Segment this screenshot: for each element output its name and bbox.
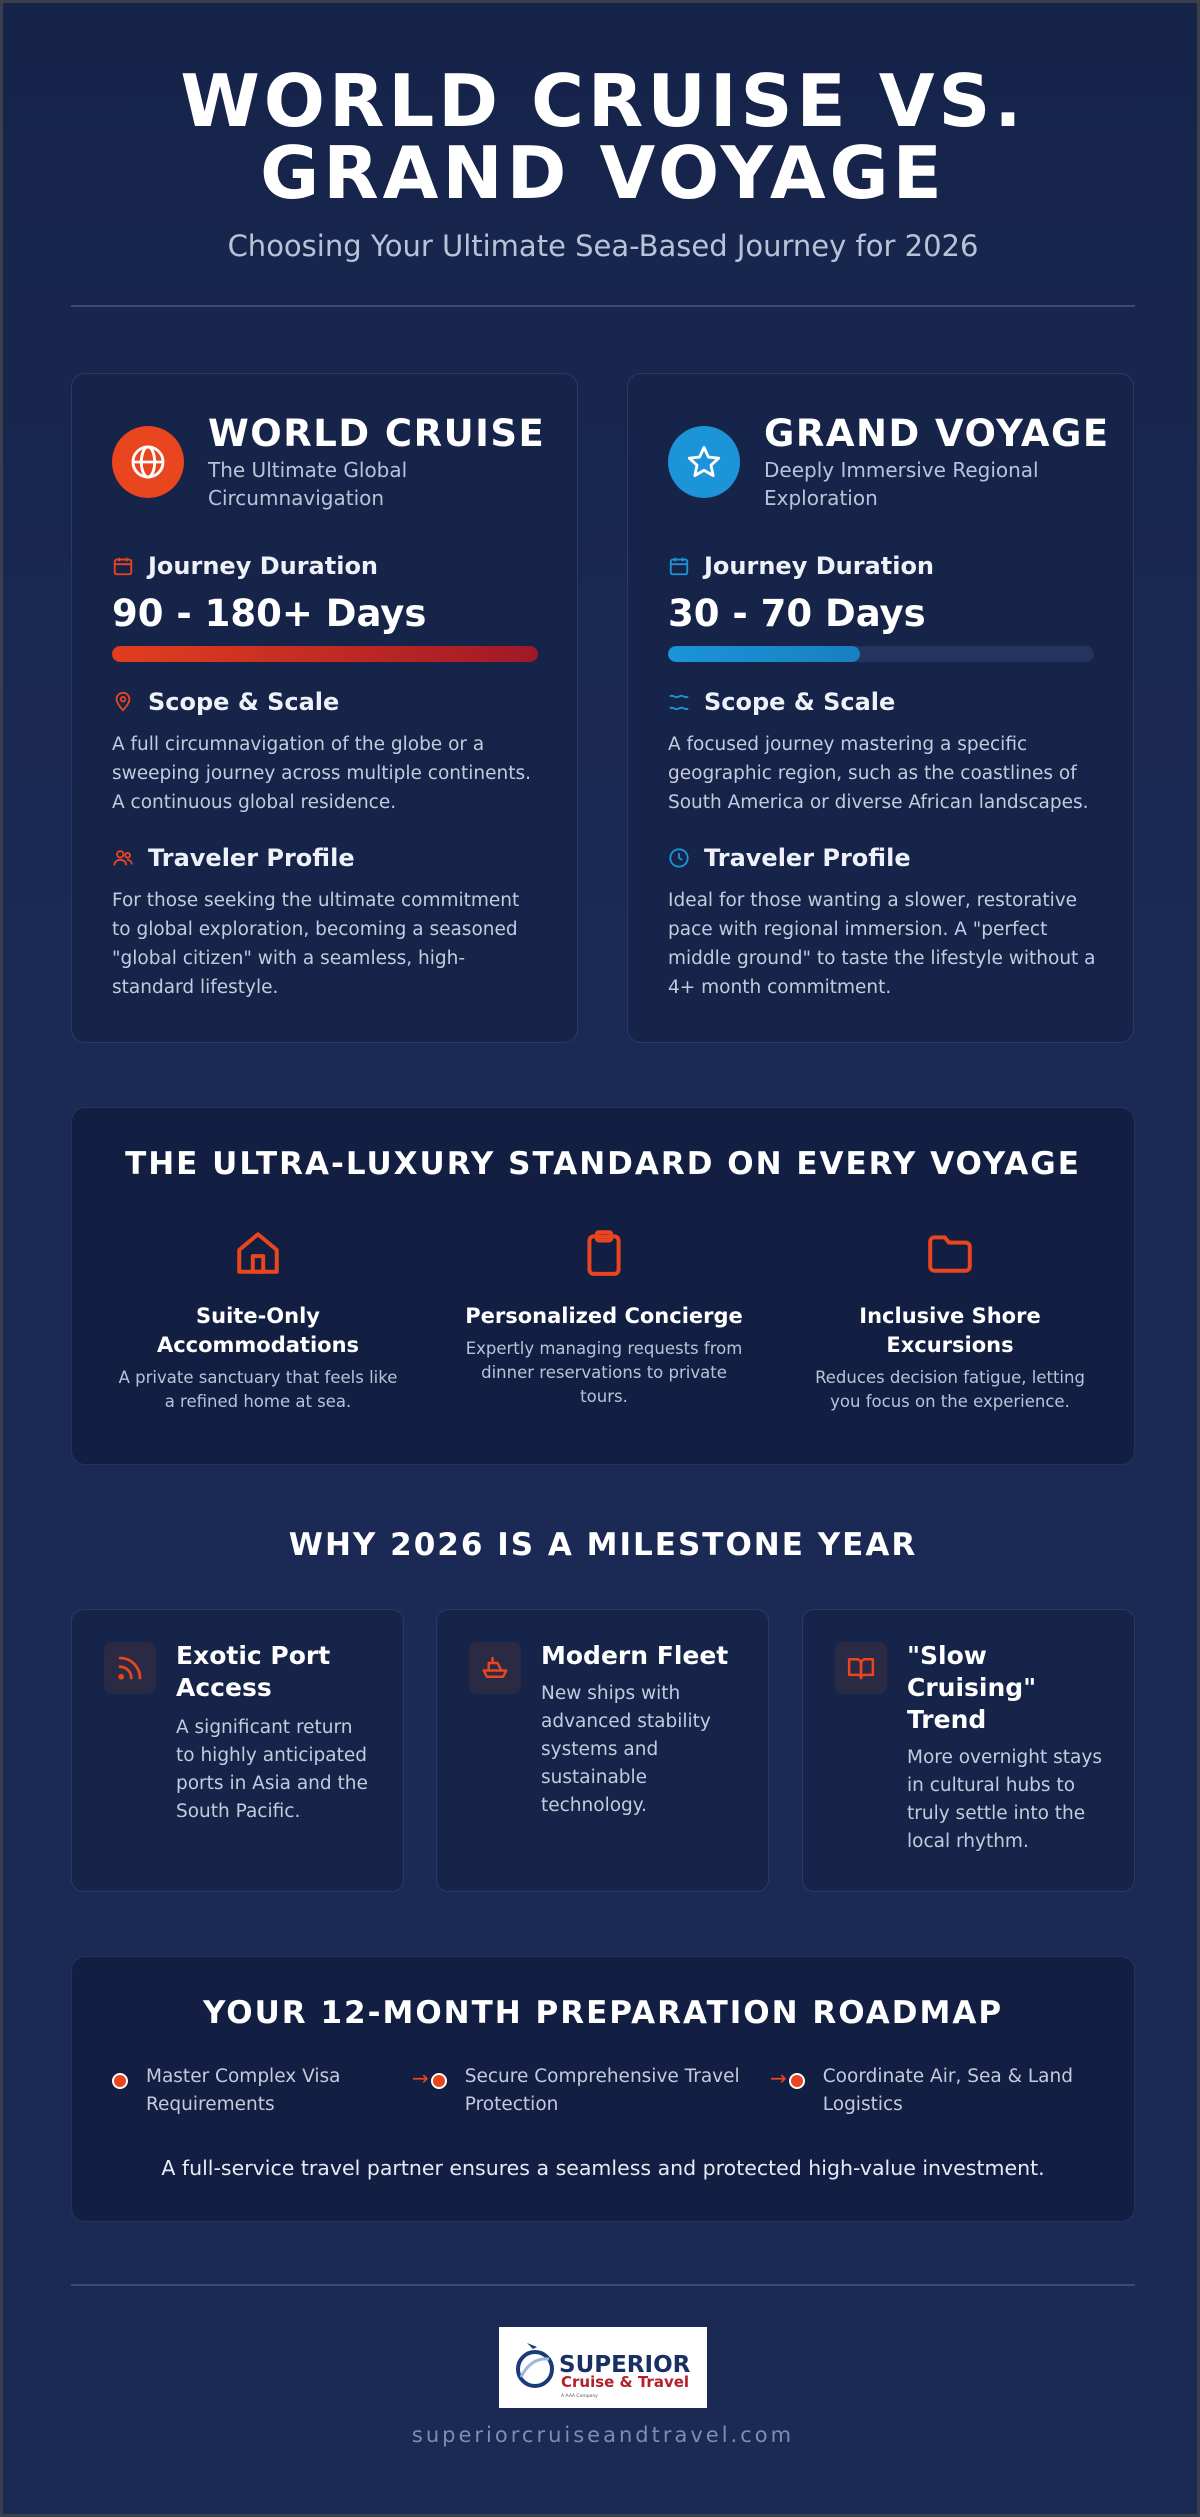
luxury-item-desc: A private sanctuary that feels like a refined home at sea. [118,1368,398,1411]
milestone-card [436,1609,769,1892]
page-title [3,59,1200,215]
roadmap-step [770,2063,1110,2119]
luxury-item [113,1228,403,1414]
luxury-item-title: Inclusive Shore Excursions [859,1304,1041,1357]
book-icon [835,1642,887,1694]
milestone-card-title: Exotic Port Access [176,1641,331,1702]
scope-heading [668,688,895,716]
milestone-card-title: "Slow Cruising" Trend [907,1641,1037,1734]
ship-icon [469,1642,521,1694]
star-icon [668,426,740,498]
duration-bar-fill [112,646,538,662]
company-logo[interactable] [499,2327,707,2408]
card-title: WORLD CRUISE [208,412,546,455]
world-cruise-card [71,373,578,1043]
milestone-card [71,1609,404,1892]
scope-heading [112,688,339,716]
journey-duration-label: Journey Duration [704,552,935,580]
luxury-item-title: Suite-Only Accommodations [156,1304,360,1357]
journey-duration-label: Journey Duration [148,552,379,580]
roadmap-step-text: Coordinate Air, Sea & Land Logistics [822,2066,1073,2115]
page-subtitle: Choosing Your Ultimate Sea-Based Journey for 2026 [227,229,979,263]
roadmap-step-text: Secure Comprehensive Travel Protection [464,2066,740,2115]
milestone-card-desc: New ships with advanced stability systems and sustainable technology. [541,1683,711,1816]
profile-heading [112,844,355,872]
home-icon [113,1228,403,1280]
luxury-item-title: Personalized Concierge [465,1304,743,1328]
profile-label: Traveler Profile [148,844,355,872]
grand-voyage-card [627,373,1134,1043]
roadmap-step [412,2063,752,2119]
step-dot [112,2073,128,2089]
logo-wordmark: SUPERIOR [559,2352,691,2378]
roadmap-title: YOUR 12-MONTH PREPARATION ROADMAP [202,1995,1004,2031]
journey-duration-heading [112,552,378,580]
duration-bar [668,646,1094,662]
luxury-item-desc: Expertly managing requests from dinner reservations to private tours. [465,1339,743,1406]
arrow-right-icon: → [412,2066,429,2090]
duration-bar [112,646,538,662]
card-subtitle: The Ultimate Global Circumnavigation [208,458,408,510]
users-icon [112,847,134,869]
luxury-standard-section [71,1107,1135,1465]
milestone-card-title: Modern Fleet [541,1641,729,1670]
roadmap-step-text: Master Complex Visa Requirements [146,2066,341,2115]
luxury-item [805,1228,1095,1414]
milestone-card-desc: More overnight stays in cultural hubs to truly settle into the local rhythm. [907,1747,1102,1852]
website-url[interactable]: superiorcruiseandtravel.com [411,2423,795,2447]
calendar-icon [112,555,134,577]
profile-text: Ideal for those wanting a slower, restorative pace with regional immersion. A "perfect middle ground" to taste the lifestyle without a 4+ month commitment. [668,890,1096,998]
globe-icon [112,426,184,498]
card-subtitle: Deeply Immersive Regional Exploration [764,458,1039,510]
header-divider [71,305,1135,307]
step-dot [431,2073,447,2089]
card-title: GRAND VOYAGE [764,412,1110,455]
title-line-1: WORLD CRUISE VS. [180,59,1026,143]
scope-label: Scope & Scale [148,688,340,716]
roadmap-section [71,1956,1135,2222]
luxury-title: THE ULTRA-LUXURY STANDARD ON EVERY VOYAGE [125,1146,1081,1182]
folder-icon [805,1228,1095,1280]
luxury-item-desc: Reduces decision fatigue, letting you focus on the experience. [815,1368,1085,1411]
milestone-card-desc: A significant return to highly anticipated ports in Asia and the South Pacific. [176,1717,368,1822]
map-pin-icon [112,691,134,713]
calendar-icon [668,555,690,577]
clipboard-icon [459,1228,749,1280]
step-dot [789,2073,805,2089]
scope-label: Scope & Scale [704,688,896,716]
footer-divider [71,2284,1135,2286]
logo-tagline: Cruise & Travel [561,2373,690,2391]
logo-small-text: A AAA Company [561,2394,598,2399]
clock-icon [668,847,690,869]
duration-value: 90 - 180+ Days [112,592,427,635]
luxury-item [459,1228,749,1409]
duration-bar-fill [668,646,860,662]
profile-label: Traveler Profile [704,844,911,872]
milestone-title: WHY 2026 IS A MILESTONE YEAR [288,1527,918,1563]
duration-value: 30 - 70 Days [668,592,926,635]
title-line-2: GRAND VOYAGE [260,131,946,215]
journey-duration-heading [668,552,934,580]
profile-heading [668,844,911,872]
profile-text: For those seeking the ultimate commitment to global exploration, becoming a seasoned "global citizen" with a seamless, high-standard lifestyle. [112,890,520,998]
scope-text: A full circumnavigation of the globe or a sweeping journey across multiple continents. A continuous global residence. [112,734,531,813]
waves-icon [668,691,690,713]
milestone-card [802,1609,1135,1892]
arrow-right-icon: → [770,2066,787,2090]
roadmap-note: A full-service travel partner ensures a seamless and protected high-value investment. [161,2156,1045,2180]
roadmap-step [112,2063,382,2119]
signal-icon [104,1642,156,1694]
scope-text: A focused journey mastering a specific geographic region, such as the coastlines of South America or diverse African landscapes. [668,734,1089,813]
